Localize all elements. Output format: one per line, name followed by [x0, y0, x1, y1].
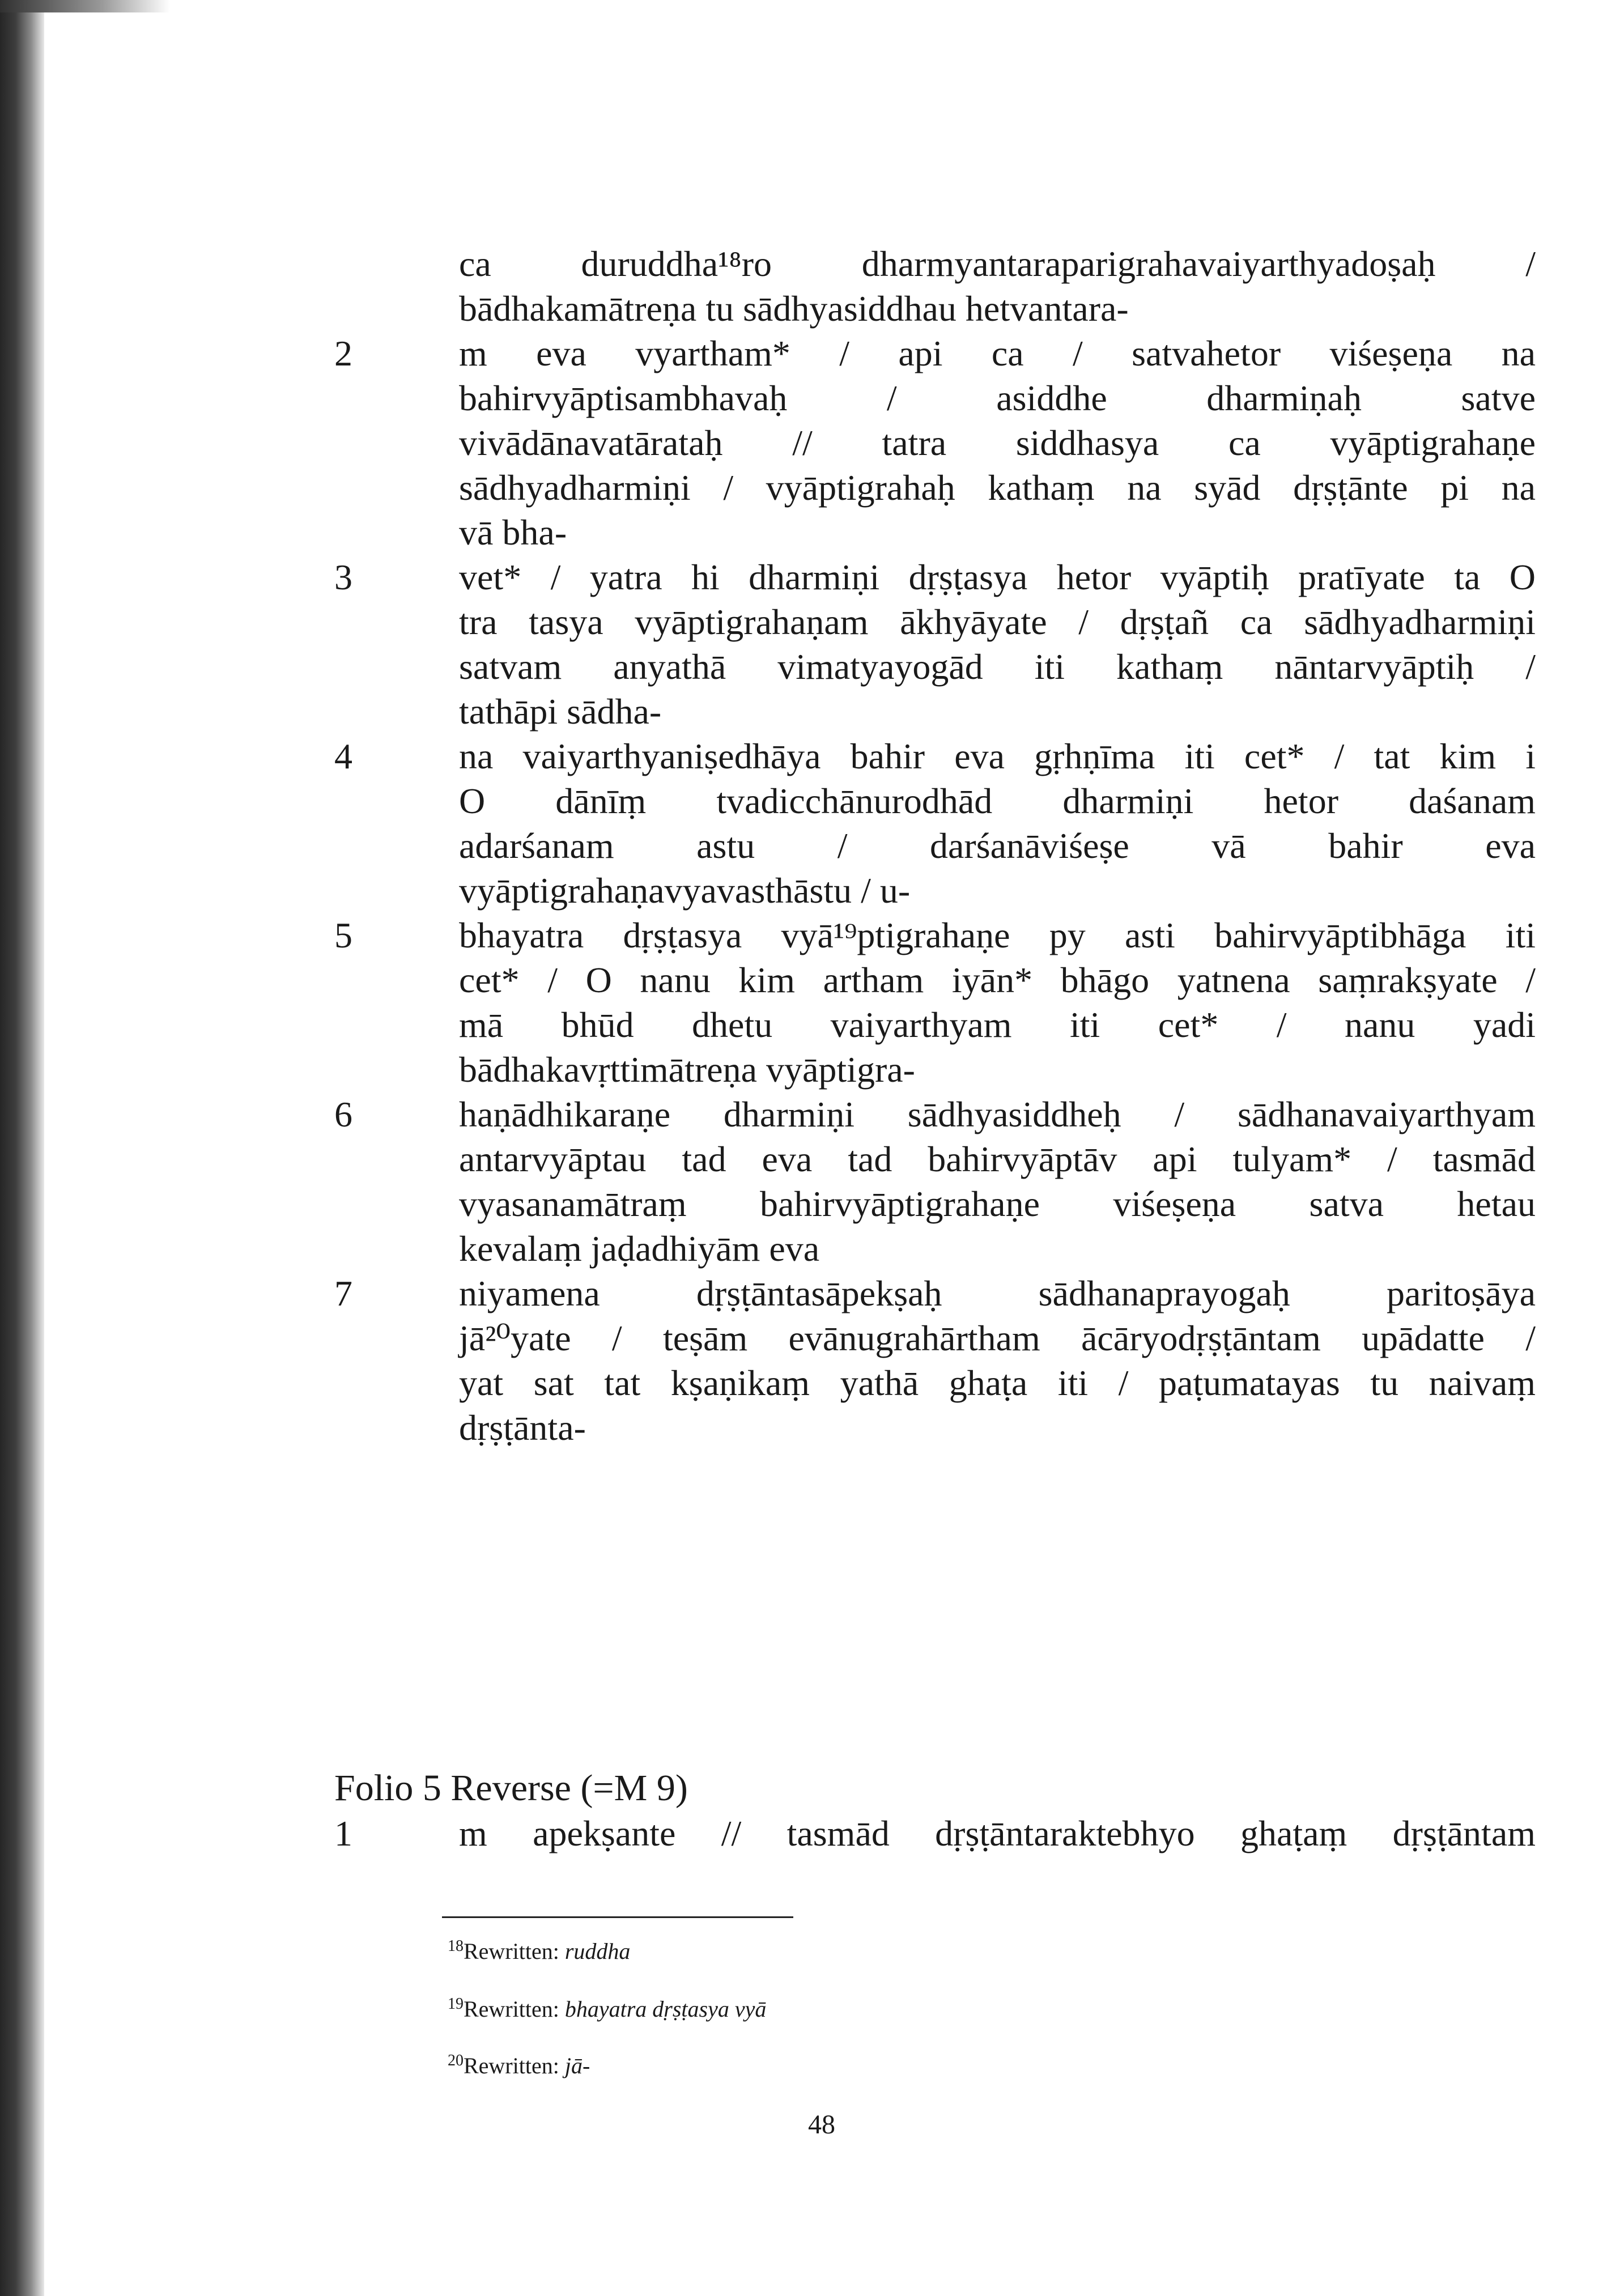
line-text: na vaiyarthyaniṣedhāya bahir eva gṛhṇīma iti cet* / tat kim i [459, 736, 1536, 776]
footnote-label: Rewritten: [464, 1996, 559, 2022]
line-text: sādhyadharmiṇi / vyāptigrahaḥ kathaṃ na syād dṛṣṭānte pi na [459, 467, 1536, 508]
line-text: kevalaṃ jaḍadhiyām eva [459, 1228, 820, 1269]
line-number: 3 [334, 557, 352, 597]
line-text: yat sat tat kṣaṇikaṃ yathā ghaṭa iti / paṭumatayas tu naivaṃ [459, 1363, 1536, 1403]
line-number: 2 [334, 333, 352, 373]
line-text: adarśanam astu / darśanāviśeṣe vā bahir eva [459, 826, 1536, 866]
line-text: tathāpi sādha- [459, 691, 662, 732]
line-text: bhayatra dṛṣṭasya vyā¹⁹ptigrahaṇe py asti bahirvyāptibhāga iti [459, 915, 1536, 955]
footnote-number: 18 [448, 1937, 464, 1955]
line-text: jā²⁰yate / teṣām evānugrahārtham ācāryodṛṣṭāntam upādatte / [459, 1318, 1536, 1358]
line-text: m apekṣante // tasmād dṛṣṭāntaraktebhyo ghaṭaṃ dṛṣṭāntam [459, 1813, 1536, 1853]
line-text: bahirvyāptisambhavaḥ / asiddhe dharmiṇaḥ satve [459, 378, 1536, 418]
line-text: vivādānavatārataḥ // tatra siddhasya ca vyāptigrahaṇe [459, 423, 1536, 463]
footnote-20 [448, 2050, 590, 2082]
line-text: dṛṣṭānta- [459, 1408, 586, 1448]
line-number: 7 [334, 1273, 352, 1313]
line-text: m eva vyartham* / api ca / satvahetor viśeṣeṇa na [459, 333, 1536, 373]
line-number: 1 [334, 1813, 352, 1853]
line-number: 5 [334, 915, 352, 955]
footnote-18 [448, 1936, 630, 1967]
folio-heading: Folio 5 Reverse (=M 9) [334, 1767, 688, 1809]
line-text: vyāptigrahaṇavyavasthāstu / u- [459, 870, 911, 911]
line-text: antarvyāptau tad eva tad bahirvyāptāv api tulyam* / tasmād [459, 1139, 1536, 1179]
line-number: 6 [334, 1094, 352, 1134]
line-text: cet* / O nanu kim artham iyān* bhāgo yatnena saṃrakṣyate / [459, 960, 1536, 1000]
footnote-text: ruddha [564, 1938, 631, 1964]
footnote-number: 20 [448, 2052, 464, 2069]
line-text: haṇādhikaraṇe dharmiṇi sādhyasiddheḥ / sādhanavaiyarthyam [459, 1094, 1536, 1134]
line-text: bādhakamātreṇa tu sādhyasiddhau hetvantara- [459, 288, 1129, 329]
footnote-text: jā- [564, 2053, 590, 2078]
line-text: O dānīṃ tvadicchānurodhād dharmiṇi hetor daśanam [459, 781, 1536, 821]
page-number: 48 [808, 2110, 835, 2140]
footnote-number: 19 [448, 1995, 464, 2013]
line-text: niyamena dṛṣṭāntasāpekṣaḥ sādhanaprayogaḥ paritoṣāya [459, 1273, 1536, 1313]
footnote-rule [442, 1916, 793, 1918]
footnote-text: bhayatra dṛṣṭasya vyā [564, 1996, 767, 2022]
line-text: bādhakavṛttimātreṇa vyāptigra- [459, 1049, 915, 1090]
footnote-label: Rewritten: [464, 2053, 559, 2078]
line-text: vet* / yatra hi dharmiṇi dṛṣṭasya hetor vyāptiḥ pratīyate ta O [459, 557, 1536, 597]
line-text: satvam anyathā vimatyayogād iti kathaṃ nāntarvyāptiḥ / [459, 647, 1536, 687]
line-text: vā bha- [459, 512, 567, 552]
line-text: vyasanamātraṃ bahirvyāptigrahaṇe viśeṣeṇa satva hetau [459, 1184, 1536, 1224]
line-text: mā bhūd dhetu vaiyarthyam iti cet* / nanu yadi [459, 1005, 1536, 1045]
footnote-19 [448, 1993, 766, 2025]
line-text: ca duruddha¹⁸ro dharmyantaraparigrahavaiyarthyadoṣaḥ / [459, 244, 1536, 284]
line-text: tra tasya vyāptigrahaṇam ākhyāyate / dṛṣṭañ ca sādhyadharmiṇi [459, 602, 1536, 642]
footnote-label: Rewritten: [464, 1938, 559, 1964]
line-number: 4 [334, 736, 352, 776]
